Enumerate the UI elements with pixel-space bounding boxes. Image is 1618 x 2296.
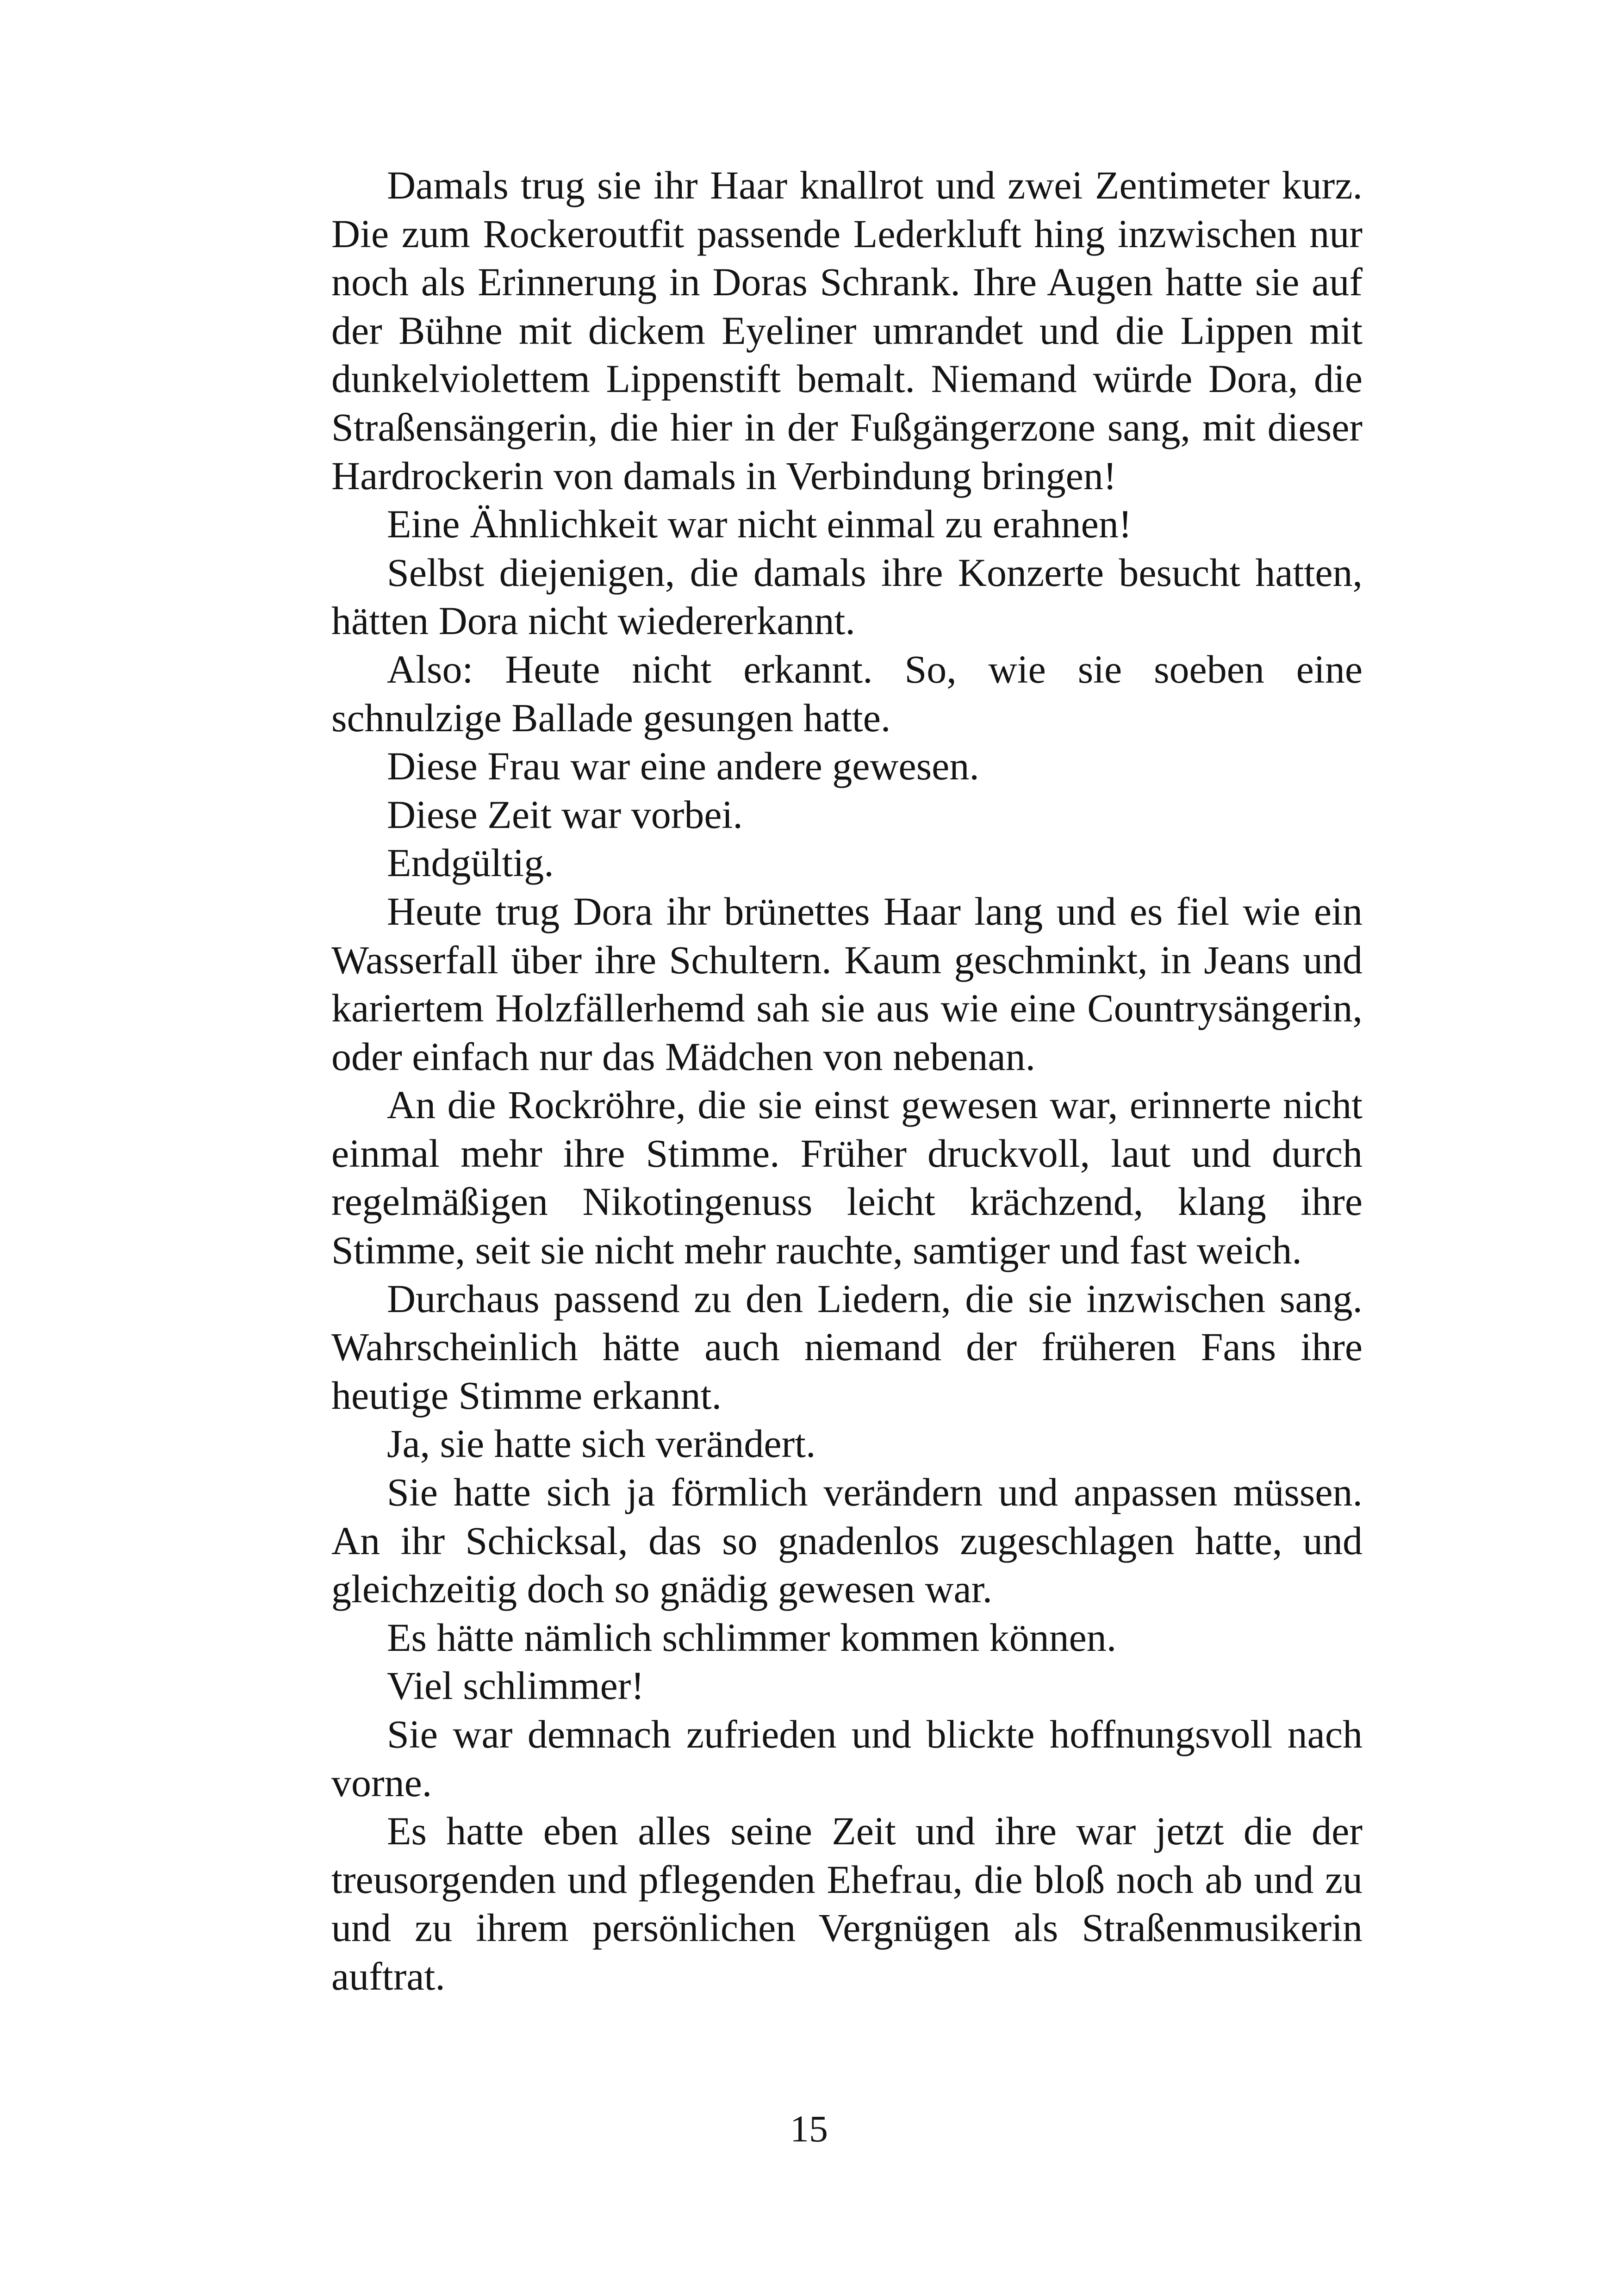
paragraph-6: Diese Zeit war vorbei. <box>387 792 743 837</box>
paragraph-13: Es hätte nämlich schlimmer kommen können. <box>387 1615 1117 1660</box>
paragraph-1: Damals trug sie ihr Haar knallrot und zwei Zentimeter kurz. Die zum Rockeroutfit passende Lederkluft hing inzwischen nur noch als Erinnerung in Doras Schrank. Ihre Augen hatte sie auf der Bühne mit dickem Eyeliner umrandet und die Lippen mit dunkelviolettem Lippenstift bemalt. Niemand würde Dora, die Straßensängerin, die hier in der Fußgängerzone sang, mit dieser Hardrockerin von damals in Verbindung bringen! <box>331 163 1363 498</box>
paragraph-5: Diese Frau war eine andere gewesen. <box>387 744 979 789</box>
paragraph-7: Endgültig. <box>387 840 554 885</box>
paragraph-3: Selbst diejenigen, die damals ihre Konzerte besucht hatten, hätten Dora nicht wiedererkannt. <box>331 550 1363 643</box>
paragraph-11: Ja, sie hatte sich verändert. <box>387 1421 816 1466</box>
paragraph-15: Sie war demnach zufrieden und blickte hoffnungsvoll nach vorne. <box>331 1712 1363 1805</box>
paragraph-10: Durchaus passend zu den Liedern, die sie inzwischen sang. Wahrscheinlich hätte auch niemand der früheren Fans ihre heutige Stimme erkannt. <box>331 1276 1363 1418</box>
paragraph-9: An die Rockröhre, die sie einst gewesen war, erinnerte nicht einmal mehr ihre Stimme. Früher druckvoll, laut und durch regelmäßigen Nikotingenuss leicht krächzend, klang ihre Stimme, seit sie nicht mehr rauchte, samtiger und fast weich. <box>331 1083 1363 1273</box>
paragraph-4: Also: Heute nicht erkannt. So, wie sie soeben eine schnulzige Ballade gesungen hatte. <box>331 647 1363 740</box>
paragraph-8: Heute trug Dora ihr brünettes Haar lang und es fiel wie ein Wasserfall über ihre Schultern. Kaum geschminkt, in Jeans und kariertem Holzfällerhemd sah sie aus wie eine Countrysängerin, oder einfach nur das Mädchen von nebenan. <box>331 889 1363 1079</box>
paragraph-12: Sie hatte sich ja förmlich verändern und anpassen müssen. An ihr Schicksal, das so gnadenlos zugeschlagen hatte, und gleichzeitig doch so gnädig gewesen war. <box>331 1470 1363 1612</box>
paragraph-14: Viel schlimmer! <box>387 1663 645 1708</box>
paragraph-16: Es hatte eben alles seine Zeit und ihre war jetzt die der treusorgenden und pflegenden Ehefrau, die bloß noch ab und zu und zu ihrem persönlichen Vergnügen als Straßenmusikerin auftrat. <box>331 1809 1363 1998</box>
page-number: 15 <box>790 2108 828 2150</box>
paragraph-2: Eine Ähnlichkeit war nicht einmal zu erahnen! <box>387 502 1132 547</box>
body-text <box>331 161 1363 2001</box>
